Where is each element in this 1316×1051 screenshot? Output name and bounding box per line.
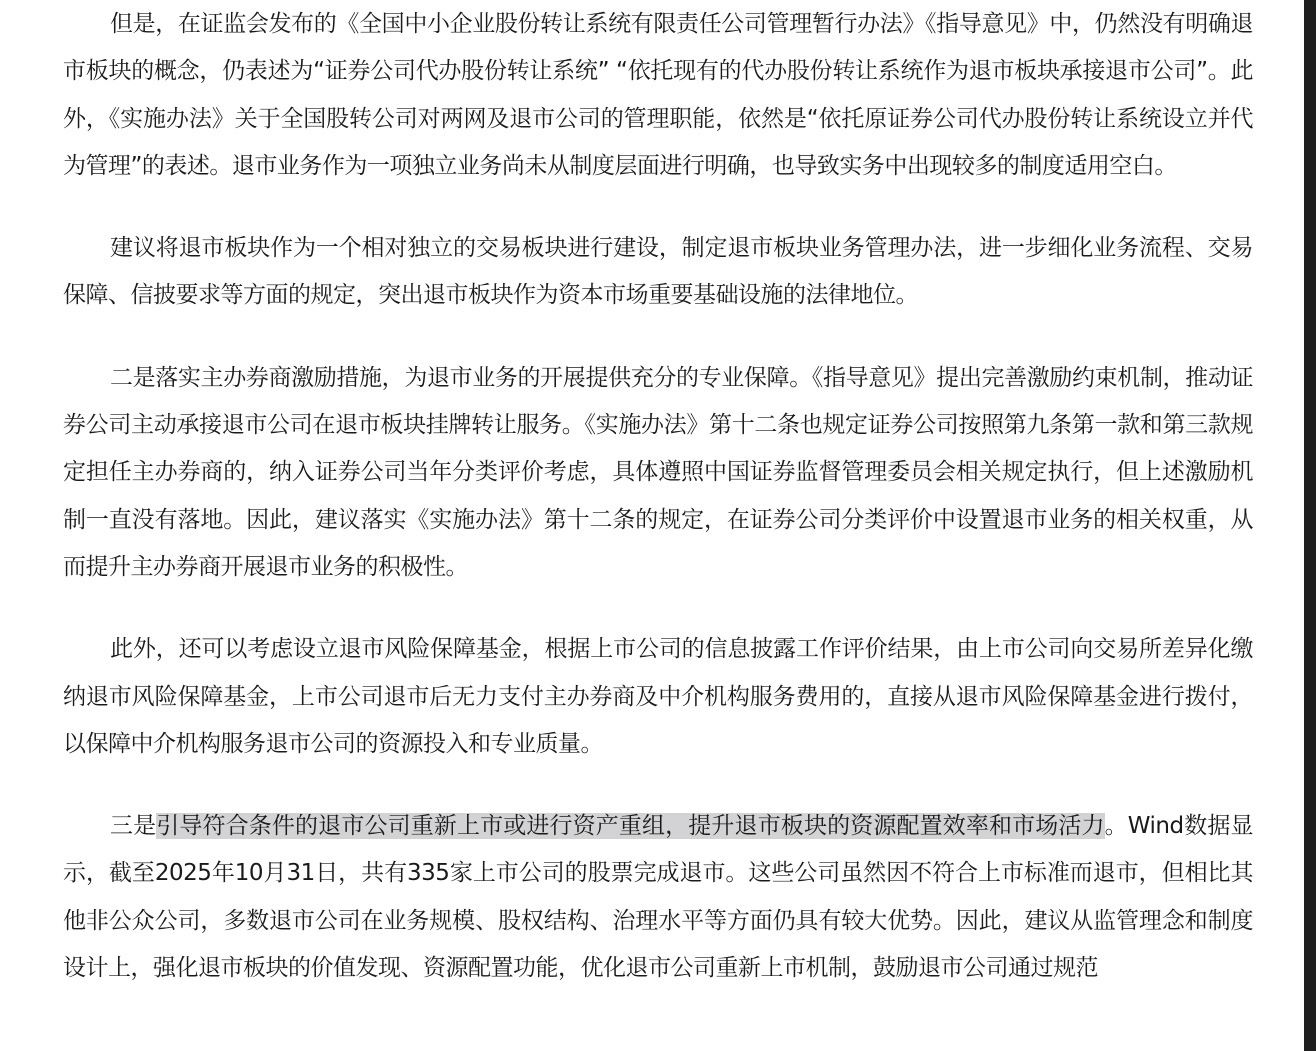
paragraph-5-suffix: 。Wind数据显示，截至2025年10月31日，共有335家上市公司的股票完成退市。这些公司虽然因不符合上市标准而退市，但相比其他非公众公司，多数退市公司在业务规模、股权结构、治理水平等方面仍具有较大优势。因此，建议从监管理念和制度设计上，强化退市板块的价值发现、资源配置功能，优化退市公司重新上市机制，鼓励退市公司通过规范 — [63, 813, 1254, 982]
paragraph-1: 但是，在证监会发布的《全国中小企业股份转让系统有限责任公司管理暂行办法》《指导意见》中，仍然没有明确退市板块的概念，仍表述为“证券公司代办股份转让系统” “依托现有的代办股份转让系统作为退市板块承接退市公司”。此外，《实施办法》关于全国股转公司对两网及退市公司的管理职能，依然是“依托原证券公司代办股份转让系统设立并代为管理”的表述。退市业务作为一项独立业务尚未从制度层面进行明确，也导致实务中出现较多的制度适用空白。 — [63, 11, 1253, 179]
paragraph-5-prefix: 三是 — [110, 813, 157, 840]
paragraph-4: 此外，还可以考虑设立退市风险保障基金，根据上市公司的信息披露工作评价结果，由上市公司向交易所差异化缴纳退市风险保障基金，上市公司退市后无力支付主办券商及中介机构服务费用的，直接从退市风险保障基金进行拨付，以保障中介机构服务退市公司的资源投入和专业质量。 — [63, 636, 1253, 757]
paragraph-2: 建议将退市板块作为一个相对独立的交易板块进行建设，制定退市板块业务管理办法，进一步细化业务流程、交易保障、信披要求等方面的规定，突出退市板块作为资本市场重要基础设施的法律地位。 — [63, 235, 1253, 309]
selected-text-highlight[interactable]: 引导符合条件的退市公司重新上市或进行资产重组，提升退市板块的资源配置效率和市场活力 — [156, 813, 1105, 840]
paragraph-3: 二是落实主办券商激励措施，为退市业务的开展提供充分的专业保障。《指导意见》提出完善激励约束机制，推动证券公司主动承接退市公司在退市板块挂牌转让服务。《实施办法》第十二条也规定证券公司按照第九条第一款和第三款规定担任主办券商的，纳入证券公司当年分类评价考虑，具体遵照中国证券监督管理委员会相关规定执行，但上述激励机制一直没有落地。因此，建议落实《实施办法》第十二条的规定，在证券公司分类评价中设置退市业务的相关权重，从而提升主办券商开展退市业务的积极性。 — [63, 364, 1253, 580]
window-edge — [1304, 0, 1316, 1051]
paragraph-5[interactable] — [63, 803, 1253, 992]
article-body — [63, 1, 1253, 1027]
